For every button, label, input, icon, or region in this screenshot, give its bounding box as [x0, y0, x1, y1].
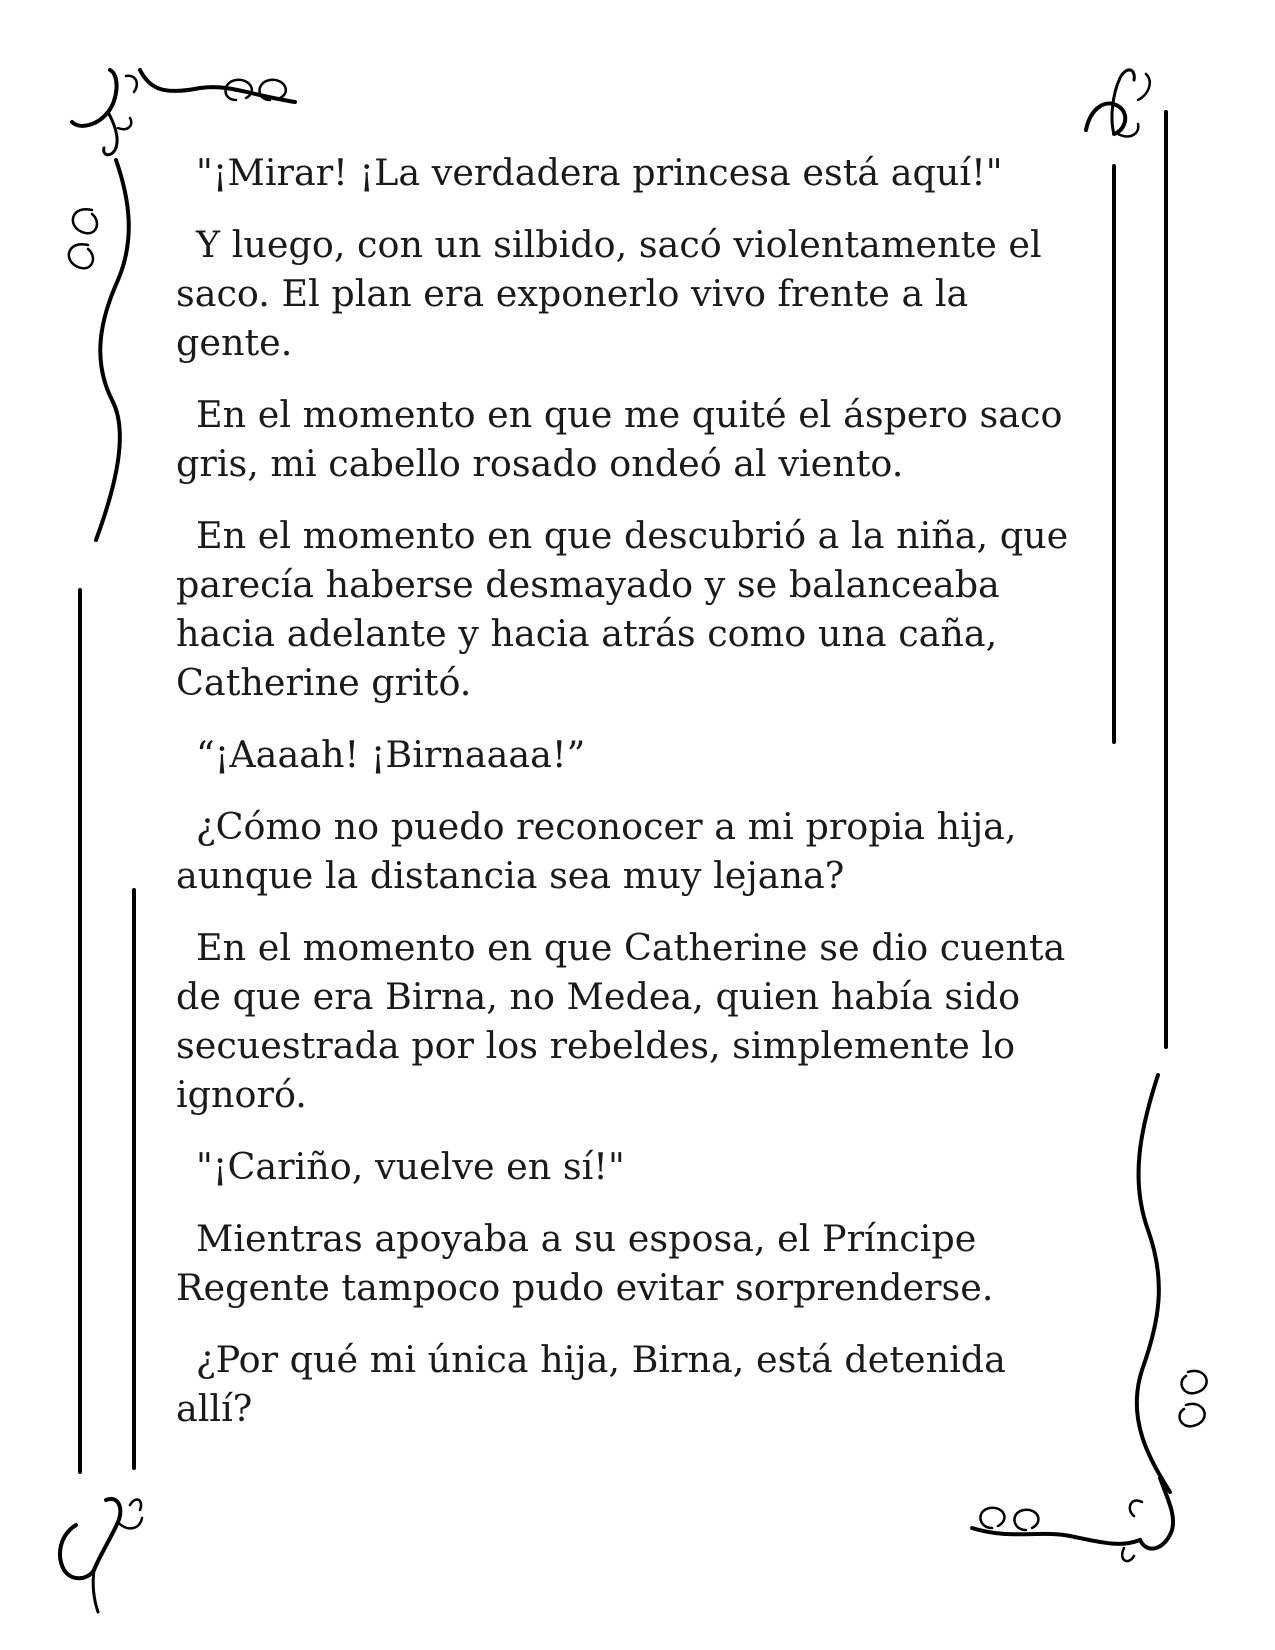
paragraph: "¡Cariño, vuelve en sí!"	[196, 1145, 625, 1188]
paragraph: Y luego, con un silbido, sacó violentamente el saco. El plan era exponerlo vivo frente a la gente.	[176, 223, 1042, 364]
flourish-top-right-icon	[1086, 70, 1150, 136]
paragraph: Mientras apoyaba a su esposa, el Príncipe Regente tampoco pudo evitar sorprenderse.	[176, 1217, 994, 1309]
paragraph: “¡Aaaah! ¡Birnaaaa!”	[196, 733, 586, 776]
paragraph: En el momento en que Catherine se dio cuenta de que era Birna, no Medea, quien había sido secuestrada por los rebeldes, simplemente lo ignoró.	[176, 926, 1066, 1116]
paragraph: "¡Mirar! ¡La verdadera princesa está aquí!"	[196, 151, 1003, 194]
flourish-bottom-left-icon	[60, 1499, 142, 1612]
paragraph: En el momento en que descubrió a la niña, que parecía haberse desmayado y se balanceaba hacia adelante y hacia atrás como una caña, Catherine gritó.	[176, 514, 1069, 704]
paragraph: En el momento en que me quité el áspero saco gris, mi cabello rosado ondeó al viento.	[176, 393, 1063, 485]
paragraph: ¿Cómo no puedo reconocer a mi propia hija, aunque la distancia sea muy lejana?	[176, 805, 1017, 897]
paragraph: ¿Por qué mi única hija, Birna, está detenida allí?	[176, 1338, 1006, 1430]
story-text	[176, 148, 1076, 1456]
